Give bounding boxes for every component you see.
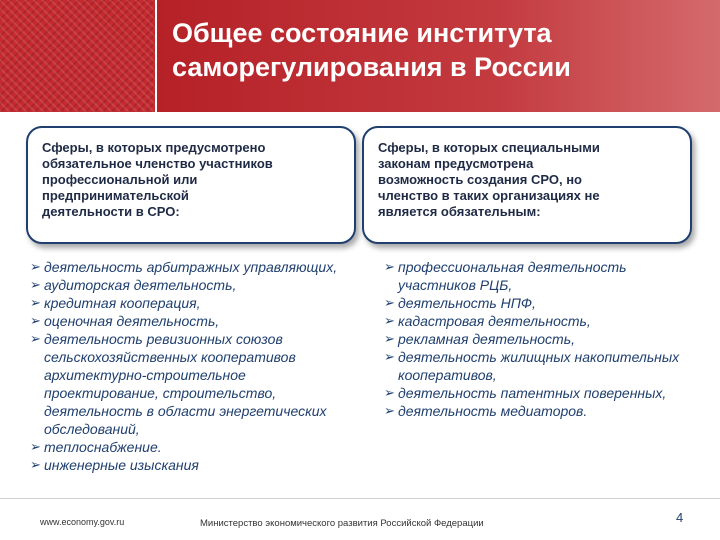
- list-item: ➢ деятельность медиаторов.: [384, 403, 588, 419]
- footer-divider: [0, 498, 720, 499]
- list-item: ➢ профессиональная деятельность: [384, 259, 627, 275]
- arrowhead-bullet-icon: ➢: [384, 313, 395, 328]
- footer-url: www.economy.gov.ru: [40, 517, 125, 527]
- list-item: ➢ оценочная деятельность,: [30, 313, 220, 329]
- header-texture: [0, 0, 155, 112]
- list-item: ➢ кадастровая деятельность,: [384, 313, 591, 329]
- box-text-line: предпринимательской: [42, 188, 189, 203]
- arrowhead-bullet-icon: ➢: [384, 295, 395, 310]
- list-item: ➢ деятельность ревизионных союзов: [30, 331, 283, 347]
- arrowhead-bullet-icon: ➢: [30, 457, 41, 472]
- box-text-line: Сферы, в которых специальными: [378, 140, 600, 155]
- arrowhead-bullet-icon: ➢: [30, 277, 41, 292]
- page-title: [172, 16, 692, 84]
- list-item: ➢ теплоснабжение.: [30, 439, 162, 455]
- list-item: ➢ кредитная кооперация,: [30, 295, 201, 311]
- header-banner: [0, 0, 720, 112]
- mandatory-spheres-list: [30, 258, 370, 474]
- arrowhead-bullet-icon: ➢: [30, 313, 41, 328]
- box-text-line: обязательное членство участников: [42, 156, 273, 171]
- box-text-line: членство в таких организациях не: [378, 188, 600, 203]
- list-item: ➢ деятельность жилищных накопительных: [384, 349, 680, 365]
- box-text-line: деятельности в СРО:: [42, 204, 180, 219]
- list-item-continuation: проектирование, строительство,: [44, 385, 277, 401]
- optional-membership-box: [362, 126, 692, 244]
- mandatory-membership-box: [26, 126, 356, 244]
- optional-spheres-list: [384, 258, 704, 420]
- box-text-line: является обязательным:: [378, 204, 541, 219]
- box-text-line: возможность создания СРО, но: [378, 172, 582, 187]
- box-text-line: Сферы, в которых предусмотрено: [42, 140, 266, 155]
- arrowhead-bullet-icon: ➢: [384, 349, 395, 364]
- box-text-line: профессиональной или: [42, 172, 198, 187]
- arrowhead-bullet-icon: ➢: [30, 259, 41, 274]
- list-item-continuation: сельскохозяйственных кооперативов: [44, 349, 296, 365]
- title-line: саморегулирования в России: [172, 52, 571, 82]
- footer-ministry: Министерство экономического развития Российской Федерации: [200, 518, 484, 529]
- list-item-continuation: кооперативов,: [398, 367, 497, 383]
- list-item-continuation: деятельность в области энергетических: [44, 403, 327, 419]
- arrowhead-bullet-icon: ➢: [384, 331, 395, 346]
- list-item: ➢ инженерные изыскания: [30, 457, 199, 473]
- arrowhead-bullet-icon: ➢: [384, 385, 395, 400]
- list-item-continuation: участников РЦБ,: [398, 277, 513, 293]
- list-item: ➢ деятельность НПФ,: [384, 295, 536, 311]
- arrowhead-bullet-icon: ➢: [30, 331, 41, 346]
- arrowhead-bullet-icon: ➢: [384, 259, 395, 274]
- page-number: 4: [676, 510, 684, 525]
- arrowhead-bullet-icon: ➢: [30, 295, 41, 310]
- list-item: ➢ деятельность патентных поверенных,: [384, 385, 667, 401]
- list-item-continuation: архитектурно-строительное: [44, 367, 246, 383]
- list-item: ➢ деятельность арбитражных управляющих,: [30, 259, 338, 275]
- title-line: Общее состояние института: [172, 18, 552, 48]
- arrowhead-bullet-icon: ➢: [30, 439, 41, 454]
- list-item: ➢ рекламная деятельность,: [384, 331, 575, 347]
- arrowhead-bullet-icon: ➢: [384, 403, 395, 418]
- box-text-line: законам предусмотрена: [378, 156, 534, 171]
- list-item: ➢ аудиторская деятельность,: [30, 277, 237, 293]
- list-item-continuation: обследований,: [44, 421, 140, 437]
